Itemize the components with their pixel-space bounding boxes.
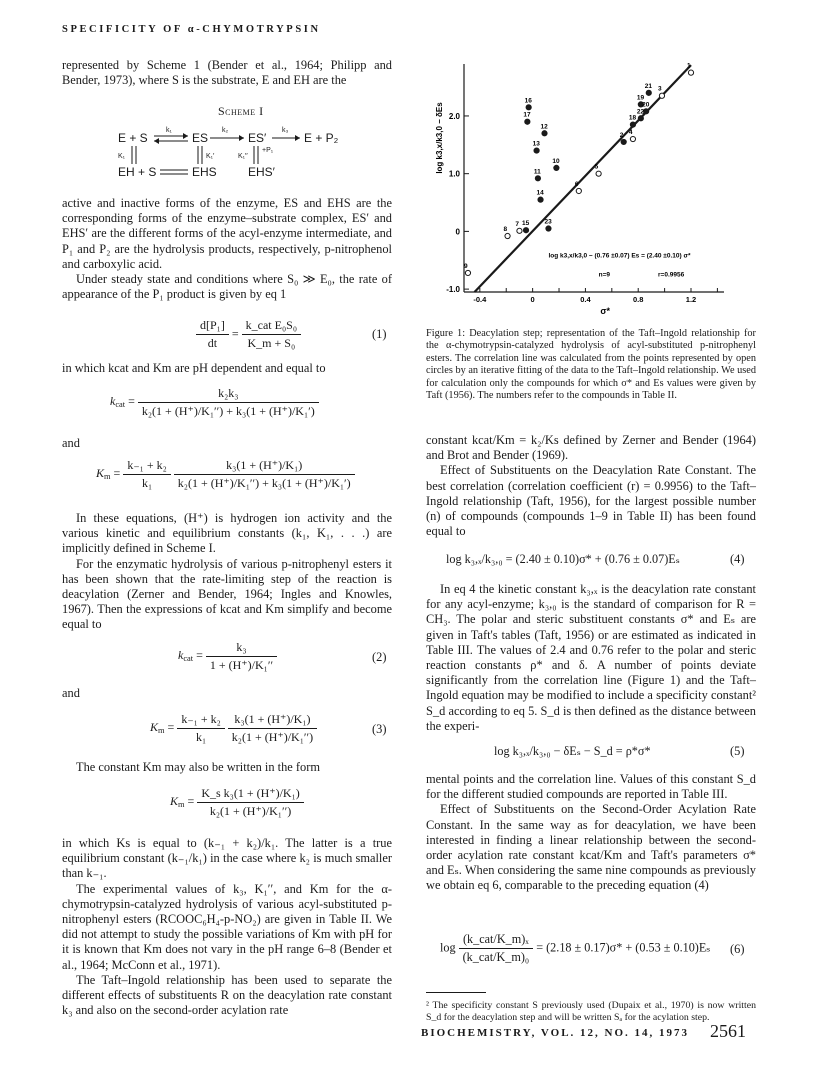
equation-number: (1) bbox=[372, 327, 387, 341]
eq-term: K_m + S₀ bbox=[247, 336, 296, 350]
data-point bbox=[630, 136, 635, 141]
equation-number: (4) bbox=[730, 552, 745, 566]
data-point bbox=[554, 165, 559, 170]
data-point bbox=[546, 226, 551, 231]
scheme-diagram bbox=[110, 120, 370, 180]
y-tick-label: 0 bbox=[455, 227, 460, 237]
eq-term: (k_cat/K_m)₀ bbox=[462, 950, 530, 964]
eq-term: (k_cat/K_m)ₓ bbox=[459, 932, 534, 949]
figure-caption: Figure 1: Deacylation step; representation of the Taft–Ingold relationship for the α-chymotrypsin-catalyzed hydrolysis of acyl-substituted p-nitrophenyl esters. The correlation line was calculated from the points represented by open circles by an iterative fitting of the data to the Taft–Ingold relationship. We used for calculation only the compounds for which σ* and Es values were given by Taft (1956). The numbers refer to the compounds in Table II. bbox=[426, 328, 756, 402]
data-point bbox=[465, 270, 470, 275]
equation-4: log k₃,ₓ/k₃,₀ = (2.40 ± 0.10)σ* + (0.76 ± 0.07)Eₛ bbox=[446, 552, 680, 566]
eq-term: d[P₁] bbox=[196, 318, 229, 335]
paragraph: The experimental values of k₃, K₁′′, and Km for the α-chymotrypsin-catalyzed hydrolysis of various acyl-substituted p-nitrophenyl esters (RCOOC₆H₄-p-NO₂) are given in Table II. We did not attempt to study the possible variations of Km with pH for it is known that Km does not vary in the pH range 6–8 (Bender et al., 1964; McConn et al., 1971). bbox=[62, 881, 392, 972]
point-label: 4 bbox=[628, 129, 633, 137]
point-label: 16 bbox=[524, 97, 532, 105]
r-label: r=0.9956 bbox=[658, 271, 685, 279]
point-label: 17 bbox=[523, 111, 531, 119]
svg-text:K₁′′: K₁′′ bbox=[238, 153, 248, 160]
paragraph: constant kcat/Km = k₂/Ks defined by Zerner and Bender (1964) and Brot and Bender (1969). bbox=[426, 433, 756, 463]
footnote-rule bbox=[426, 992, 486, 993]
point-label: 18 bbox=[628, 114, 637, 122]
svg-text:EHS′: EHS′ bbox=[248, 165, 275, 179]
data-point bbox=[542, 131, 547, 136]
data-point bbox=[646, 90, 651, 95]
data-point bbox=[621, 139, 626, 144]
y-tick-label: -1.0 bbox=[446, 285, 460, 295]
paragraph: In these equations, (H⁺) is hydrogen ion activity and the various kinetic and equilibrium constants (k₁, K₁, . . .) are implicitly defined in Scheme I. bbox=[62, 511, 392, 556]
text-block bbox=[62, 760, 392, 775]
y-tick-label: 1.0 bbox=[448, 169, 460, 179]
data-point bbox=[525, 119, 530, 124]
scheme-title: Scheme I bbox=[218, 104, 264, 118]
svg-text:K₁: K₁ bbox=[118, 153, 126, 160]
paragraph: mental points and the correlation line. Values of this constant S_d for the different studied compounds are reported in Table III. bbox=[426, 772, 756, 802]
eq-term: K_s k₃(1 + (H⁺)/K₁) bbox=[197, 786, 303, 803]
left-column-body-2 bbox=[62, 511, 392, 633]
data-point bbox=[517, 228, 522, 233]
eq-term: k₃(1 + (H⁺)/K₁) bbox=[174, 458, 355, 475]
paragraph: represented by Scheme 1 (Bender et al., 1964; Philipp and Bender, 1973), where S is the substrate, E and EH are the bbox=[62, 58, 392, 88]
eq-term: 1 + (H⁺)/K₁′′ bbox=[209, 658, 274, 672]
running-head: SPECIFICITY OF α-CHYMOTRYPSIN bbox=[62, 24, 321, 35]
paragraph: Effect of Substituents on the Second-Order Acylation Rate Constant. In the same way as for deacylation, we have been interested in finding a linear relationship between the second-order acylation rate constant kcat/Km and Taft's parameters σ* and Eₛ. When considering the same nine compounds as previously we obtain eq 6, comparable to the preceding equation (4) bbox=[426, 802, 756, 893]
text-and: and bbox=[62, 686, 80, 700]
svg-text:E + S: E + S bbox=[118, 131, 148, 145]
eq-term: k₃(1 + (H⁺)/K₁) bbox=[228, 712, 317, 729]
point-label: 22 bbox=[636, 108, 645, 116]
svg-text:k₁: k₁ bbox=[166, 127, 172, 134]
point-label: 19 bbox=[636, 94, 645, 102]
equation-number: (5) bbox=[730, 744, 745, 758]
svg-text:EHS: EHS bbox=[192, 165, 217, 179]
right-column bbox=[426, 433, 756, 539]
left-column bbox=[62, 58, 392, 88]
paragraph: in which kcat and Km are pH dependent and equal to bbox=[62, 361, 326, 375]
svg-text:E + P₂: E + P₂ bbox=[304, 131, 339, 145]
paragraph: For the enzymatic hydrolysis of various p-nitrophenyl esters it has been shown that the rate-limiting step of the reaction is deacylation (Zerner and Bender, 1964; Ingles and Knowles, 1967). Then the expressions of kcat and Km simplify and become equal to bbox=[62, 556, 392, 632]
point-label: 23 bbox=[544, 218, 552, 226]
equation-kcat: $k_{cat}$ = $\frac{\text{k₂k₃}}{\text{k₂(1 + (H⁺)/K₁′′) + k₃(1 + (H⁺)/K₁′)}}$ bbox=[110, 386, 319, 419]
left-column-body bbox=[62, 196, 392, 302]
point-label: 15 bbox=[522, 220, 530, 228]
text-and: and bbox=[62, 436, 80, 450]
eq-term: k₋₁ + k₂ bbox=[177, 712, 224, 729]
n-label: n=9 bbox=[598, 271, 611, 279]
equation-annotation: log k3,x/k3,0 − (0.76 ±0.07) Es = (2.40 ±0.10) σ* bbox=[548, 252, 691, 260]
eq-term: k₂(1 + (H⁺)/K₁′′) + k₃(1 + (H⁺)/K₁′) bbox=[141, 404, 315, 418]
data-point bbox=[644, 109, 649, 114]
svg-text:ES: ES bbox=[192, 131, 209, 145]
text-block bbox=[62, 361, 392, 376]
eq-term: log bbox=[440, 940, 456, 955]
svg-text:K₁′: K₁′ bbox=[206, 153, 215, 160]
point-label: 3 bbox=[657, 85, 662, 93]
right-column-body-2 bbox=[426, 772, 756, 894]
paragraph: The constant Km may also be written in the form bbox=[76, 760, 320, 774]
eq-term: k₂(1 + (H⁺)/K₁′′) bbox=[209, 804, 292, 818]
equation-6 bbox=[440, 932, 710, 965]
point-label: 14 bbox=[536, 189, 544, 197]
right-column-body bbox=[426, 582, 756, 734]
point-label: 20 bbox=[642, 101, 650, 109]
x-tick-label: 0.4 bbox=[580, 295, 591, 304]
y-tick-label: 2.0 bbox=[448, 111, 460, 121]
paragraph: Under steady state and conditions where S₀ ≫ E₀, the rate of appearance of the P₁ product is given by eq 1 bbox=[62, 272, 392, 302]
paragraph: active and inactive forms of the enzyme, ES and EHS are the corresponding forms of the enzyme–substrate complex, ES′ and EHS′ are the different forms of the acyl-enzyme intermediate, and P₁ and P₂ are the hydrolysis products, respectively, p-nitrophenol and carboxylic acid. bbox=[62, 196, 392, 271]
svg-text:EH + S: EH + S bbox=[118, 165, 157, 179]
point-label: 7 bbox=[515, 220, 520, 228]
point-label: 21 bbox=[644, 82, 653, 90]
point-label: 11 bbox=[533, 168, 541, 176]
page-number: 2561 bbox=[710, 1021, 746, 1041]
x-tick-label: 1.2 bbox=[685, 295, 697, 304]
eq-term: k₋₁ + k₂ bbox=[123, 458, 170, 475]
paragraph: Effect of Substituents on the Deacylation Rate Constant. The best correlation (correlation coefficient (r) = 0.9956) to the Taft–Ingold relationship (Taft, 1956), for the largest possible number (n) of compounds (compounds 1–9 in Table II) has been found equal to bbox=[426, 463, 756, 539]
equation-5: log k₃,ₓ/k₃,₀ − δEₛ − S_d = ρ*σ* bbox=[494, 744, 651, 758]
eq-term: k_cat E₀S₀ bbox=[242, 318, 301, 335]
equation-km: $K_m$ = $\frac{\text{k₋₁ + k₂}}{\text{k₁}}$ $\frac{\text{k₃(1 + (H⁺)/K₁)}}{\text{k₂(1 + (H⁺)/K₁′′) + k₃(1 + (H⁺)/K₁′)}}$ bbox=[96, 458, 355, 491]
data-point bbox=[538, 197, 543, 202]
x-tick-label: 0.8 bbox=[632, 295, 644, 304]
point-label: 2 bbox=[619, 131, 624, 139]
eq-term: k₁ bbox=[141, 476, 153, 490]
data-point bbox=[688, 70, 693, 75]
data-point bbox=[596, 171, 601, 176]
data-point bbox=[535, 176, 540, 181]
point-label: 5 bbox=[594, 163, 599, 171]
data-point bbox=[505, 233, 510, 238]
eq-term: = (2.18 ± 0.17)σ* + (0.53 ± 0.10)Eₛ bbox=[536, 940, 711, 955]
point-label: 10 bbox=[552, 157, 560, 165]
data-point bbox=[576, 188, 581, 193]
svg-text:k₃: k₃ bbox=[282, 127, 289, 134]
equation-3: $K_m$ = $\frac{\text{k₋₁ + k₂}}{\text{k₁}}$ $\frac{\text{k₃(1 + (H⁺)/K₁)}}{\text{k₂(1 + (H⁺)/K₁′′)}}$ bbox=[150, 712, 317, 745]
paragraph: The Taft–Ingold relationship has been used to separate the different effects of substituents R on the deacylation rate constant k₃ and also on the second-order acylation rate bbox=[62, 972, 392, 1018]
eq-term: k₂(1 + (H⁺)/K₁′′) bbox=[231, 730, 314, 744]
data-point bbox=[534, 148, 539, 153]
equation-number: (3) bbox=[372, 722, 387, 736]
point-label: 9 bbox=[463, 262, 468, 270]
left-column-body-3 bbox=[62, 836, 392, 1018]
point-label: 12 bbox=[540, 123, 548, 131]
journal-footer: BIOCHEMISTRY, VOL. 12, NO. 14, 1973 bbox=[421, 1027, 690, 1039]
eq-term: k₁ bbox=[195, 730, 207, 744]
x-tick-label: -0.4 bbox=[473, 295, 487, 304]
equation-2: $k_{cat}$ = $\frac{\text{k₃}}{\text{1 + (H⁺)/K₁′′}}$ bbox=[178, 640, 277, 673]
eq-term: k₃ bbox=[206, 640, 277, 657]
point-label: 1 bbox=[687, 62, 691, 70]
equation-1: $\frac{\text{d[P₁]}}{dt}$ = $\frac{\text{k\_cat E₀S₀}}{\text{K\_m + S₀}}$ bbox=[196, 318, 301, 351]
paragraph: in which Ks is equal to (k₋₁ + k₂)/k₁. The latter is a true equilibrium constant (k₋₁/k₁) in the case where k₂ is much smaller than k₋₁. bbox=[62, 836, 392, 881]
eq-term: k₂k₃ bbox=[138, 386, 319, 403]
svg-text:+P₁: +P₁ bbox=[262, 147, 274, 154]
eq-term: dt bbox=[207, 336, 218, 350]
y-axis-label: log k3,x/k3,0 − δEs bbox=[435, 102, 444, 174]
data-point bbox=[630, 122, 635, 127]
x-axis-label: σ* bbox=[600, 306, 611, 316]
footnote: ² The specificity constant S previously used (Dupaix et al., 1970) is now written S_d for the deacylation step and will be written Sₐ for the acylation step. bbox=[426, 1000, 756, 1023]
data-point bbox=[526, 105, 531, 110]
data-point bbox=[523, 228, 528, 233]
x-tick-label: 0 bbox=[530, 295, 535, 304]
equation-number: (6) bbox=[730, 942, 745, 956]
data-point bbox=[659, 93, 664, 98]
data-point bbox=[638, 116, 643, 121]
equation-km-form: $K_m$ = $\frac{\text{K\_s k₃(1 + (H⁺)/K₁)}}{\text{k₂(1 + (H⁺)/K₁′′)}}$ bbox=[170, 786, 304, 819]
svg-text:k₂: k₂ bbox=[222, 127, 229, 134]
point-label: 6 bbox=[574, 180, 579, 188]
point-label: 13 bbox=[532, 140, 540, 148]
paragraph: In eq 4 the kinetic constant k₃,ₓ is the deacylation rate constant for any acyl-enzyme; k₃,₀ is the standard of comparison for R = CH₃. The polar and steric substituent constants σ* and Eₛ are given in Taft's tables (Taft, 1956) or are estimated as indicated in Table III. The values of 2.4 and 0.76 refer to the polar and steric reaction constants ρ* and δ. A number of points deviate significantly from the correlation line (Figure 1) and the Taft–Ingold equation may be modified to include a specificity constant² S_d according to eq 5. S_d is then defined as the distance between the experi- bbox=[426, 582, 756, 733]
point-label: 8 bbox=[503, 226, 508, 234]
figure-1-plot bbox=[424, 56, 764, 318]
equation-number: (2) bbox=[372, 650, 387, 664]
eq-term: k₂(1 + (H⁺)/K₁′′) + k₃(1 + (H⁺)/K₁′) bbox=[177, 476, 351, 490]
svg-text:ES′: ES′ bbox=[248, 131, 267, 145]
